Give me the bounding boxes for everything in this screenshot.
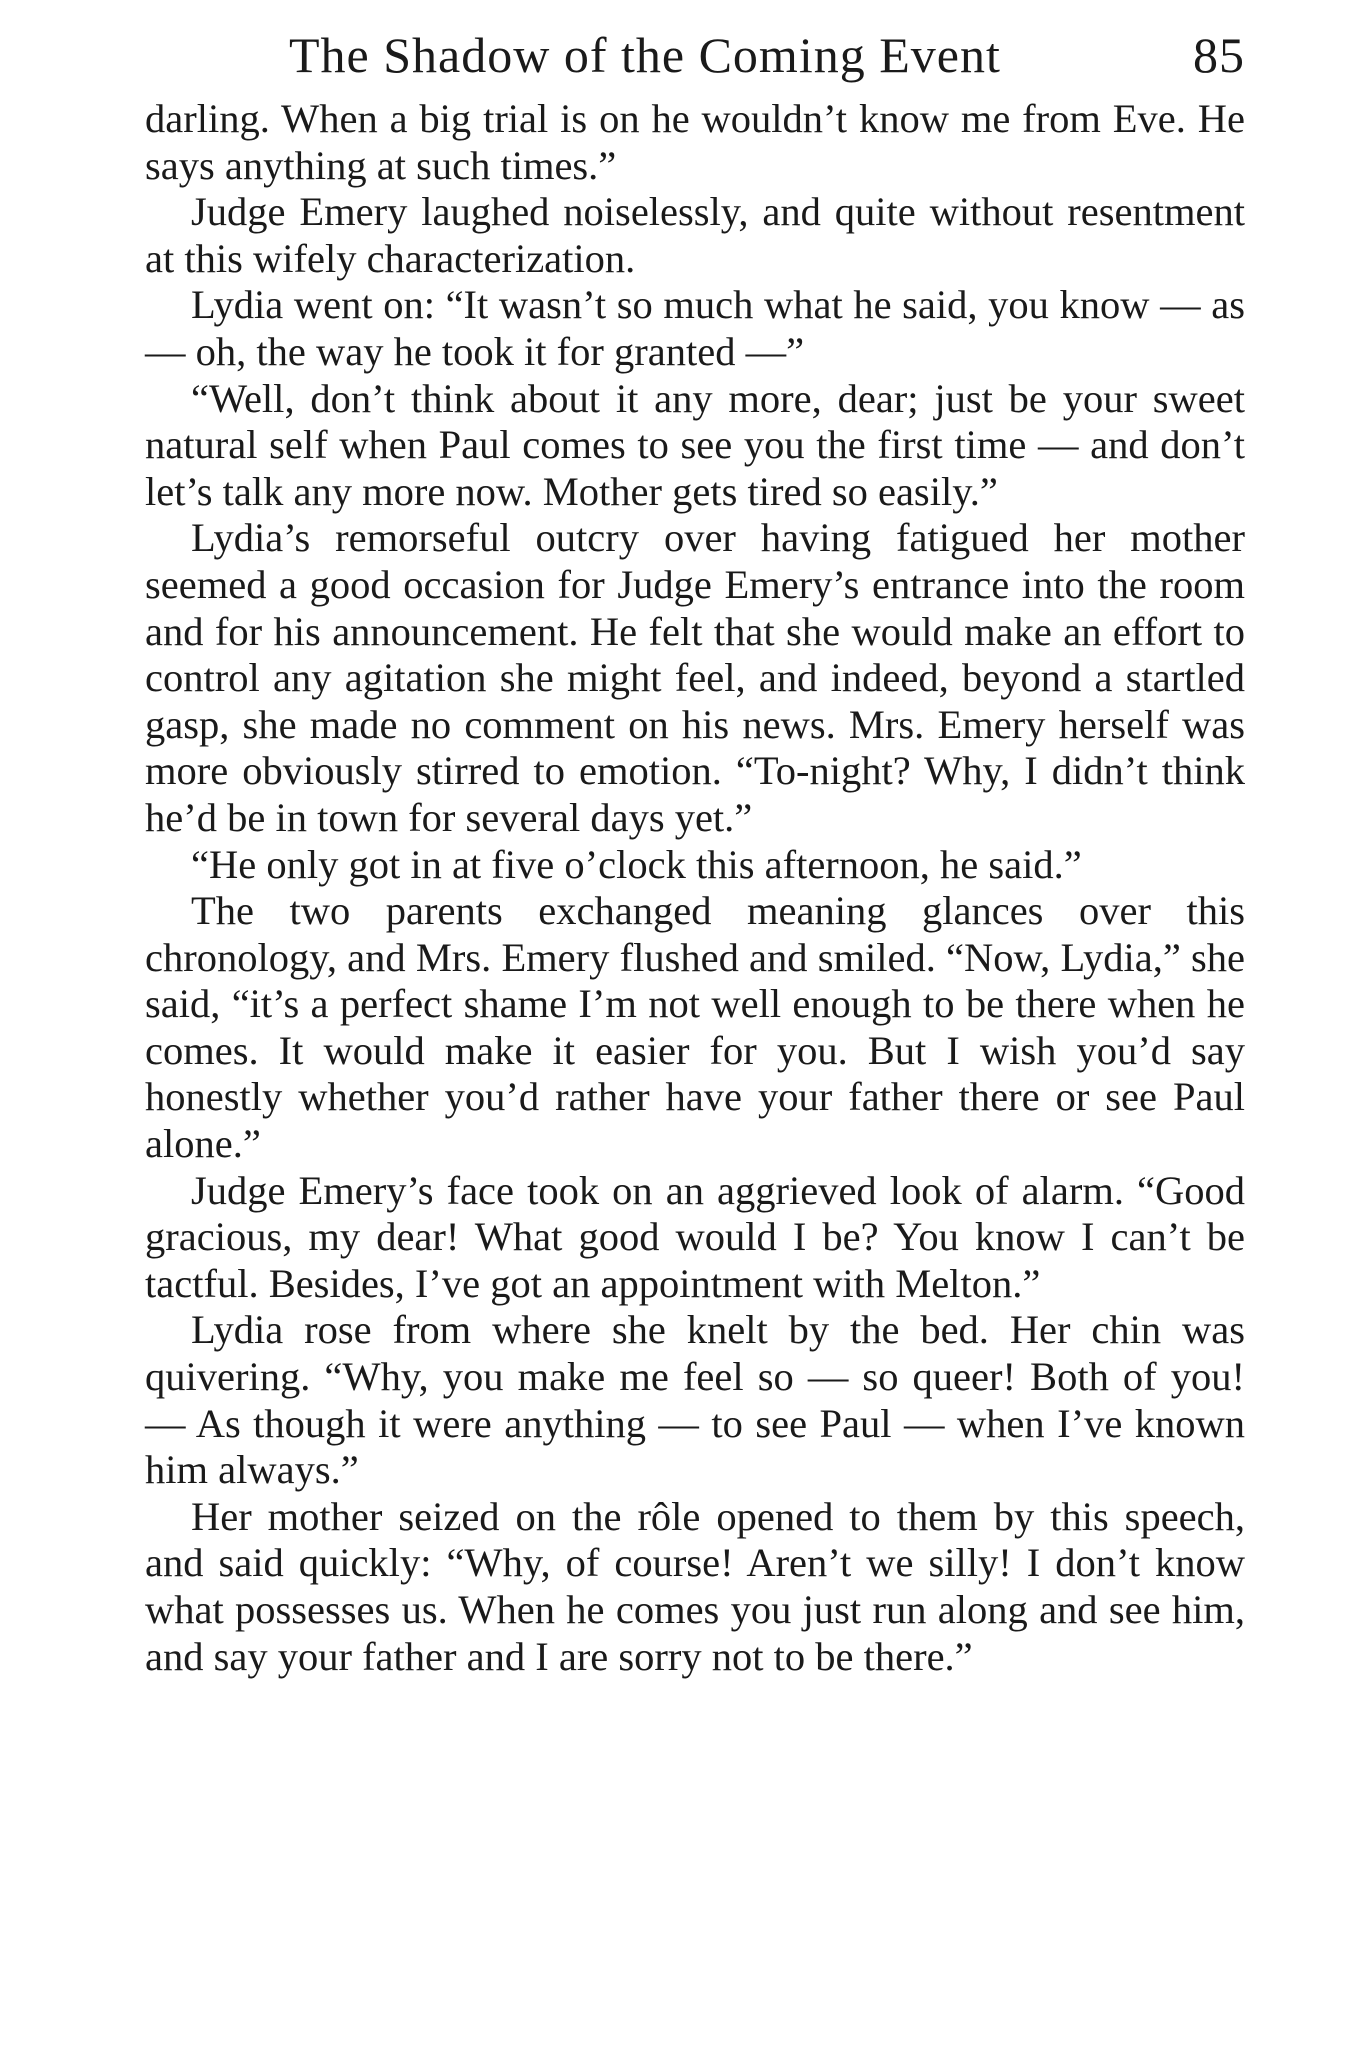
paragraph-10: Her mother seized on the rôle opened to them by this speech, and said quickly: “Why, of course! Aren’t we silly! I don’t know what possesses us. When he comes you just run along and see him, and say your father and I are sorry not to be there.” [145,1493,1245,1679]
paragraph-6: “He only got in at five o’clock this afternoon, he said.” [191,841,1082,887]
chapter-title: The Shadow of the Coming Event [289,27,1001,83]
paragraph-3: Lydia went on: “It wasn’t so much what he said, you know — as — oh, the way he took it for granted —” [145,282,1245,374]
body-text [145,96,1245,1680]
paragraph-8: Judge Emery’s face took on an aggrieved look of alarm. “Good gracious, my dear! What good would I be? You know I can’t be tactful. Besides, I’ve got an appointment with Melton.” [145,1167,1245,1306]
paragraph-4: “Well, don’t think about it any more, dear; just be your sweet natural self when Paul comes to see you the first time — and don’t let’s talk any more now. Mother gets tired so easily.” [145,375,1245,514]
paragraph-9: Lydia rose from where she knelt by the bed. Her chin was quivering. “Why, you make me feel so — so queer! Both of you! — As though it were anything — to see Paul — when I’ve known him always.” [145,1307,1245,1493]
paragraph-2: Judge Emery laughed noiselessly, and quite without resentment at this wifely characterization. [145,189,1245,281]
page-number: 85 [1193,27,1245,83]
running-head [145,18,1245,92]
paragraph-7: The two parents exchanged meaning glances over this chronology, and Mrs. Emery flushed and smiled. “Now, Lydia,” she said, “it’s a perfect shame I’m not well enough to be there when he comes. It would make it easier for you. But I wish you’d say honestly whether you’d rather have your father there or see Paul alone.” [145,888,1245,1167]
paragraph-1: darling. When a big trial is on he wouldn’t know me from Eve. He says anything at such times.” [145,96,1245,188]
paragraph-5: Lydia’s remorseful outcry over having fatigued her mother seemed a good occasion for Judge Emery’s entrance into the room and for his announcement. He felt that she would make an effort to control any agitation she might feel, and indeed, beyond a startled gasp, she made no comment on his news. Mrs. Emery herself was more obviously stirred to emotion. “To-night? Why, I didn’t think he’d be in town for several days yet.” [145,515,1245,840]
